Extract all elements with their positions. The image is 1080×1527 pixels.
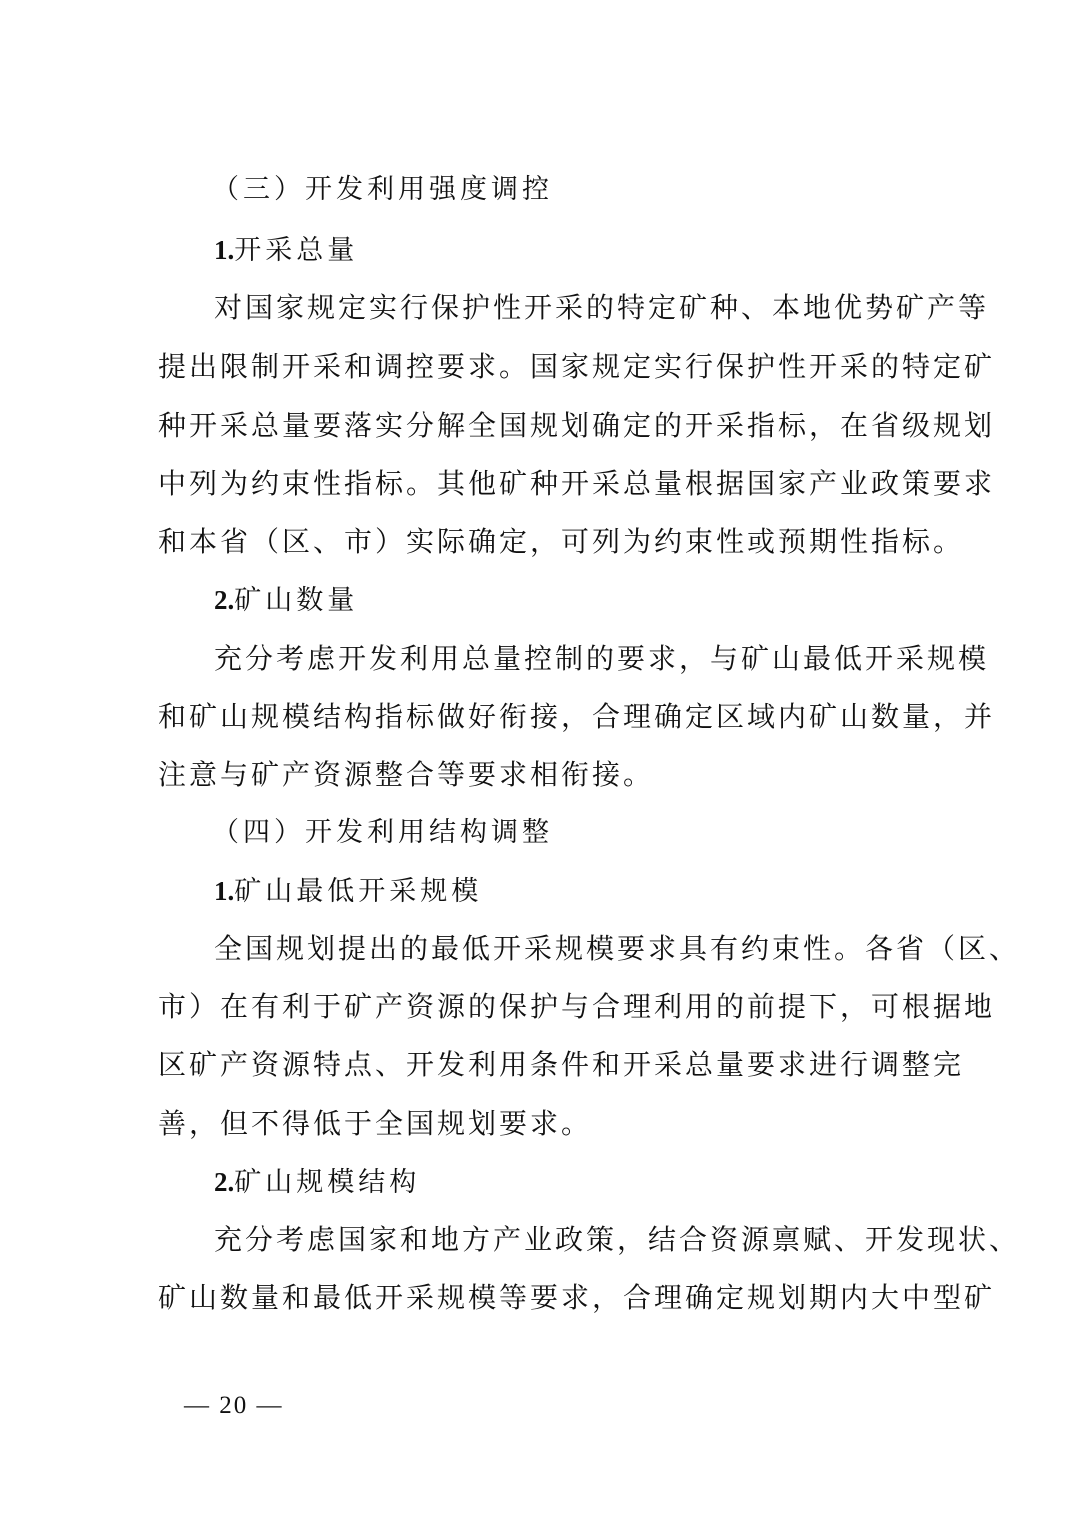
subheading-title: 矿山最低开采规模 [234,876,483,907]
paragraph-line: 区矿产资源特点、开发利用条件和开采总量要求进行调整完 [158,1048,965,1081]
paragraph-line: 矿山数量和最低开采规模等要求，合理确定规划期内大中型矿 [158,1281,996,1314]
paragraph-line: 中列为约束性指标。其他矿种开采总量根据国家产业政策要求 [158,467,996,500]
paragraph-line: 提出限制开采和调控要求。国家规定实行保护性开采的特定矿 [158,350,996,383]
paragraph-line: 对国家规定实行保护性开采的特定矿种、本地优势矿产等 [214,291,990,324]
paragraph-line: 市）在有利于矿产资源的保护与合理利用的前提下，可根据地 [158,990,996,1023]
section-heading-development-structure: （四）开发利用结构调整 [212,817,553,848]
subheading-total-mining-output [214,228,814,272]
paragraph-line: 充分考虑开发利用总量控制的要求，与矿山最低开采规模 [214,642,990,675]
paragraph-line: 充分考虑国家和地方产业政策，结合资源禀赋、开发现状、 [214,1223,1021,1256]
paragraph-line: 种开采总量要落实分解全国规划确定的开采指标，在省级规划 [158,409,996,442]
paragraph-line: 善，但不得低于全国规划要求。 [158,1107,593,1140]
subheading-number: 1. [214,876,235,906]
paragraph-line: 和矿山规模结构指标做好衔接，合理确定区域内矿山数量，并 [158,700,996,733]
subheading-number: 2. [214,585,235,615]
subheading-number: 1. [214,235,235,265]
section-heading-development-intensity: （三）开发利用强度调控 [212,174,553,205]
page-number: — 20 — [184,1392,284,1419]
subheading-title: 开采总量 [234,235,359,266]
subheading-mine-count [214,578,814,622]
subheading-title: 矿山规模结构 [234,1167,421,1198]
subheading-number: 2. [214,1167,235,1197]
subheading-title: 矿山数量 [234,585,359,616]
paragraph-line: 注意与矿产资源整合等要求相衔接。 [158,758,655,791]
paragraph-line: 和本省（区、市）实际确定，可列为约束性或预期性指标。 [158,525,965,558]
subheading-mine-scale-structure [214,1160,814,1204]
paragraph-line: 全国规划提出的最低开采规模要求具有约束性。各省（区、 [214,932,1021,965]
subheading-minimum-mining-scale [214,869,814,913]
